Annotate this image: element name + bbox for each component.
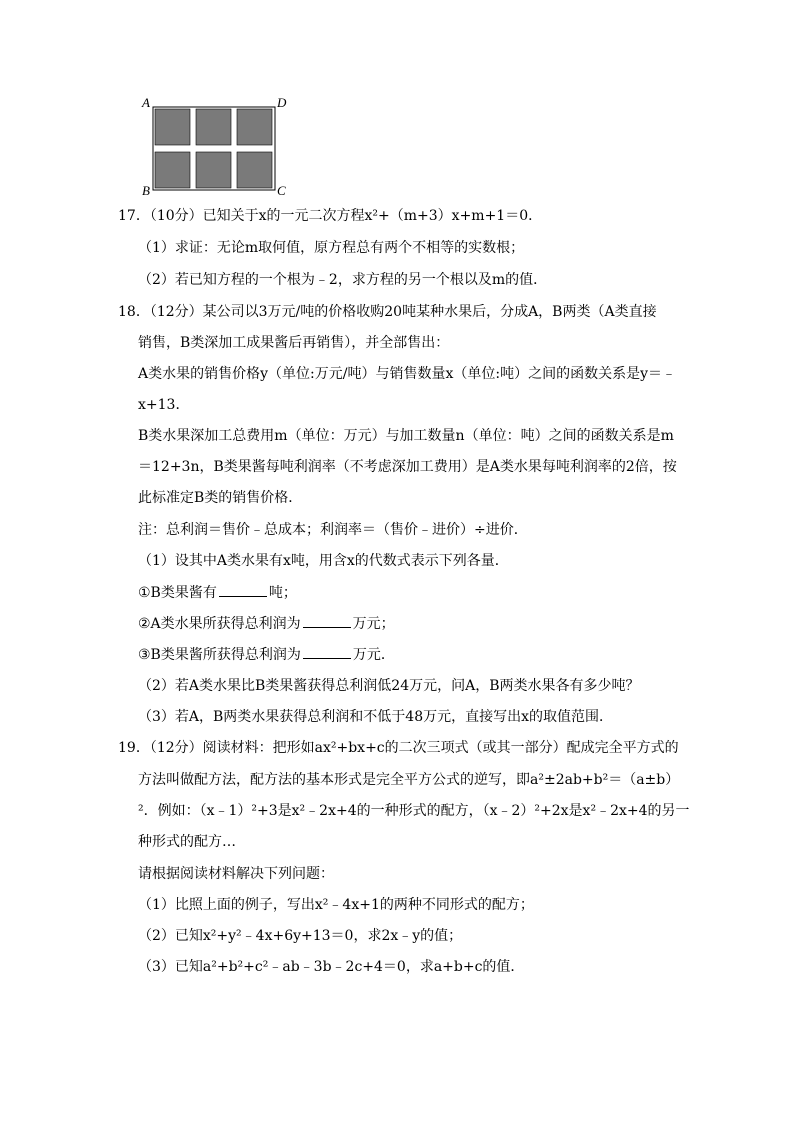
q19-part1: （1）比照上面的例子，写出x²﹣4x+1的两种不同形式的配方； <box>138 897 534 913</box>
square-2 <box>196 109 231 145</box>
q18-line4: x+13． <box>138 397 190 413</box>
q18-item2 <box>138 613 395 634</box>
q18-line5: B类水果深加工总费用m（单位：万元）与加工数量n（单位：吨）之间的函数关系是m <box>138 428 674 444</box>
rectangle-figure <box>140 97 290 197</box>
q19-line4: 种形式的配方… <box>138 834 236 850</box>
square-1 <box>155 109 190 145</box>
answer-blank-2[interactable] <box>303 613 351 628</box>
label-C: C <box>277 183 286 198</box>
q18-item3-label: ③B类果酱所获得总利润为 <box>138 647 301 663</box>
rectangle-diagram <box>140 97 290 197</box>
q19-line1: 19．（12分）阅读材料：把形如ax²+bx+c的二次三项式（或其一部分）配成完全平方式的 <box>118 740 679 756</box>
q18-line3: A类水果的销售价格y（单位:万元/吨）与销售数量x（单位:吨）之间的函数关系是y＝﹣ <box>138 366 676 382</box>
q19-line2: 方法叫做配方法，配方法的基本形式是完全平方公式的逆写，即a²±2ab+b²＝（a±b） <box>138 772 680 788</box>
q18-item3-unit: 万元． <box>352 647 395 663</box>
q18-item3 <box>138 644 395 665</box>
q19-line3: ²．例如：（x﹣1）²+3是x²﹣2x+4的一种形式的配方，（x﹣2）²+2x是x²﹣2x+4的另一 <box>138 803 690 819</box>
square-4 <box>155 152 190 188</box>
label-D: D <box>277 95 287 110</box>
q17-part2: （2）若已知方程的一个根为﹣2，求方程的另一个根以及m的值． <box>138 272 548 288</box>
q18-note: 注：总利润＝售价﹣总成本；利润率＝（售价﹣进价）÷进价． <box>138 522 528 538</box>
answer-blank-1[interactable] <box>219 582 267 597</box>
q17-part1: （1）求证：无论m取何值，原方程总有两个不相等的实数根； <box>138 240 525 256</box>
answer-blank-3[interactable] <box>303 644 351 659</box>
q18-item2-label: ②A类水果所获得总利润为 <box>138 616 301 632</box>
q19-prompt: 请根据阅读材料解决下列问题： <box>138 866 334 882</box>
q18-line7: 此标准定B类的销售价格． <box>138 490 303 506</box>
q18-part2: （2）若A类水果比B类果酱获得总利润低24万元，问A，B两类水果各有多少吨？ <box>138 678 640 694</box>
q18-line1: 18．（12分）某公司以3万元/吨的价格收购20吨某种水果后，分成A，B两类（A类直接 <box>118 304 657 320</box>
q18-line6: ＝12+3n，B类果酱每吨利润率（不考虑深加工费用）是A类水果每吨利润率的2倍，按 <box>138 459 677 475</box>
q18-item1-unit: 吨； <box>268 585 297 601</box>
label-B: B <box>142 183 150 198</box>
q18-item2-unit: 万元； <box>352 616 395 632</box>
q17-stem: 17．（10分）已知关于x的一元二次方程x²+（m+3）x+m+1＝0． <box>118 208 543 224</box>
q18-part3: （3）若A，B两类水果获得总利润和不低于48万元，直接写出x的取值范围． <box>138 709 614 725</box>
q19-part3: （3）已知a²+b²+c²﹣ab﹣3b﹣2c+4＝0，求a+b+c的值． <box>138 959 525 975</box>
q18-item1 <box>138 582 297 603</box>
square-5 <box>196 152 231 188</box>
q19-part2: （2）已知x²+y²﹣4x+6y+13＝0，求2x﹣y的值； <box>138 928 463 944</box>
square-3 <box>237 109 272 145</box>
q18-item1-label: ①B类果酱有 <box>138 585 217 601</box>
label-A: A <box>142 95 150 110</box>
q18-part1: （1）设其中A类水果有x吨，用含x的代数式表示下列各量． <box>138 553 509 569</box>
q18-line2: 销售，B类深加工成果酱后再销售），并全部售出： <box>138 335 450 351</box>
square-6 <box>237 152 272 188</box>
